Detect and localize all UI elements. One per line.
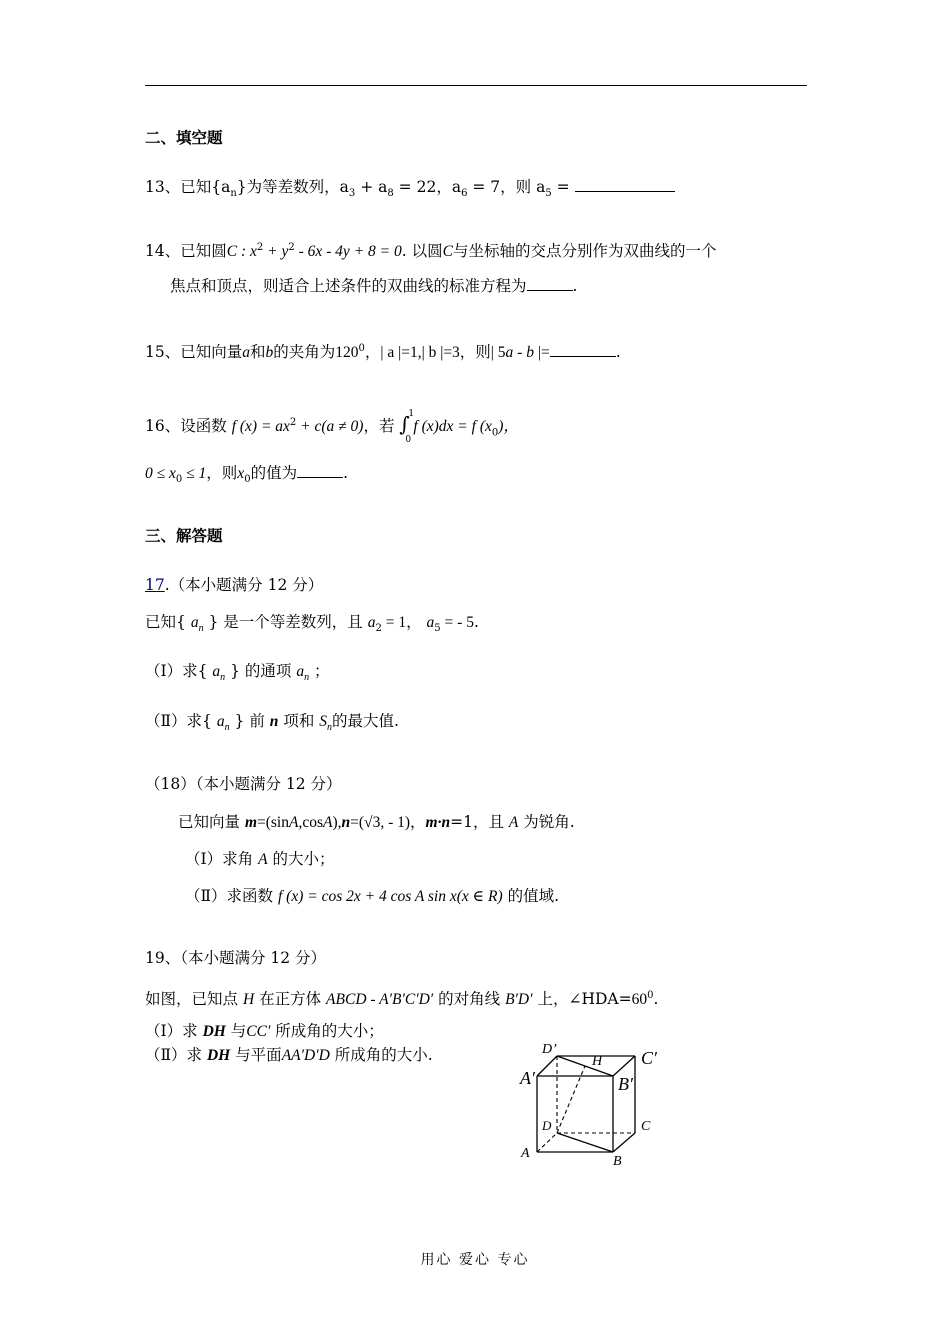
question-15: 15、已知向量a和b的夹角为$120^0$，| a |=1,| b |=3，则| 5a - b |= . xyxy=(145,343,621,362)
label-B: B xyxy=(613,1154,622,1169)
label-C: C xyxy=(641,1119,651,1134)
question-19-part1: （Ⅰ）求 DH 与CC′ 所成角的大小； xyxy=(145,1022,384,1040)
question-17-part1: （Ⅰ）求{ $a_n$ } 的通项 $a_n$ ； xyxy=(145,662,330,684)
question-17-statement: 已知{ $a_n$ } 是一个等差数列，且 $a_2 = 1$， $a_5$ = - 5. xyxy=(145,613,479,635)
question-18-statement: 已知向量 m=(sinA,cosA),n=(√3, - 1)，m·n=1，且 A 为锐角. xyxy=(178,813,575,831)
answer-blank xyxy=(527,276,573,291)
question-18-part2: （Ⅱ）求函数 f (x) = cos 2x + 4 cos A sin x(x ∈ R) 的值域. xyxy=(185,887,560,905)
answer-blank xyxy=(575,177,675,192)
question-13: 13、已知$\{a_n\}$为等差数列，$a_3 + a_8 = 22$，$a_6 = 7$，则 $a_5$ = xyxy=(145,177,675,204)
question-14-line1: 14、已知圆C : $x^2 + y^2 - 6x - 4y + 8 = 0$. 以圆C与坐标轴的交点分别作为双曲线的一个 xyxy=(145,242,717,261)
question-19-statement: 如图，已知点 H 在正方体 ABCD - A′B′C′D′ 的对角线 B′D′ 上，$\angle HDA=60^0$. xyxy=(145,990,659,1009)
page-footer: 用心 爱心 专心 xyxy=(420,1252,530,1268)
question-17-link[interactable]: 17 xyxy=(145,576,165,594)
label-H: H xyxy=(592,1054,603,1069)
section-title-solve: 三、解答题 xyxy=(145,526,223,545)
question-19-part2: （Ⅱ）求 DH 与平面AA′D′D 所成角的大小. xyxy=(145,1046,433,1064)
question-18-header: （18）（本小题满分 12 分） xyxy=(145,775,342,793)
header-rule xyxy=(145,85,807,86)
section-title-fill-in: 二、填空题 xyxy=(145,128,223,147)
label-A-prime: A′ xyxy=(520,1068,535,1088)
label-A: A xyxy=(521,1146,530,1161)
cube-figure xyxy=(510,1038,680,1173)
question-17-header: 17.（本小题满分 12 分） xyxy=(145,576,324,594)
question-16-line2: $0 \le x_0 \le 1$，则$x_0$的值为 . xyxy=(145,464,349,486)
label-C-prime: C′ xyxy=(641,1048,657,1068)
question-18-part1: （Ⅰ）求角 A 的大小； xyxy=(185,850,335,868)
answer-blank xyxy=(297,463,343,478)
label-D: D xyxy=(542,1118,552,1133)
question-16-line1: 16、设函数 f $(x) = ax^2 + c(a \ne 0)$，若 ∫ 1 0 f (x)dx = f $(x_0)$， xyxy=(145,409,519,446)
question-14-line2: 焦点和顶点，则适合上述条件的双曲线的标准方程为 . xyxy=(170,277,578,295)
label-D-prime: D’ xyxy=(542,1042,557,1057)
question-17-part2: （Ⅱ）求{ $a_n$ } 前 n 项和 $S_n$的最大值. xyxy=(145,712,399,734)
question-19-header: 19、（本小题满分 12 分） xyxy=(145,949,327,967)
label-B-prime: B′ xyxy=(618,1074,633,1094)
answer-blank xyxy=(550,342,616,357)
